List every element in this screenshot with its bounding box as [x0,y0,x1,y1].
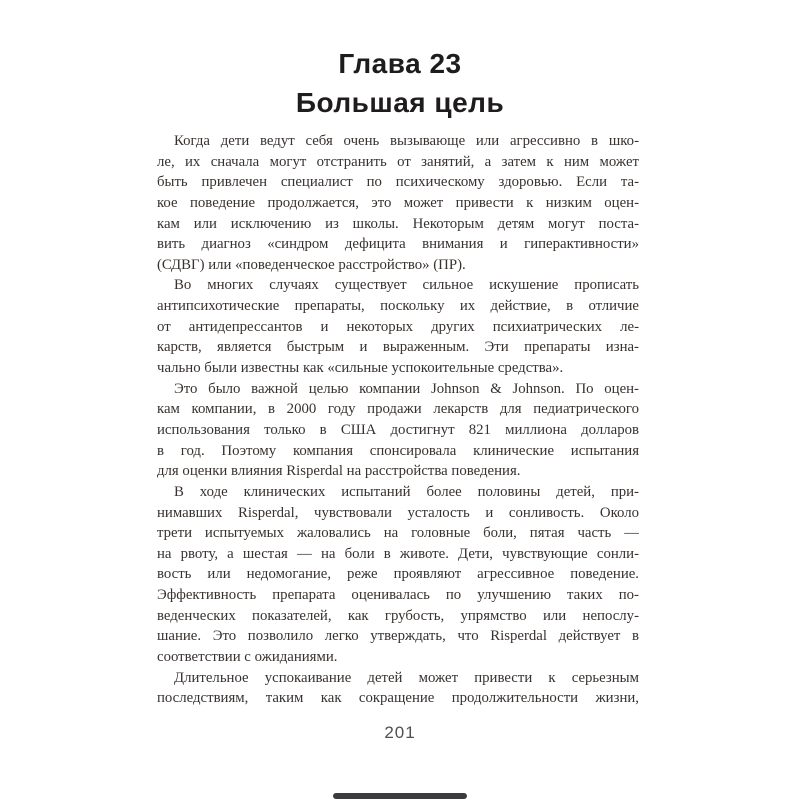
text-line: в год. Поэтому компания спонсировала клинические испытания [157,442,639,459]
text-line: вость или недомогание, реже проявляют агрессивное поведение. [157,566,639,583]
text-line: веденческих показателей, как грубость, упрямство или непослу- [157,607,639,624]
text-line: (СДВГ) или «поведенческое расстройство» (ПР). [157,256,466,273]
text-line: соответствии с ожиданиями. [157,649,338,666]
text-line: Во многих случаях существует сильное искушение прописать [174,277,639,294]
text-line: от антидепрессантов и некоторых других психиатрических ле- [157,318,639,335]
text-line: Эффективность препарата оценивалась по улучшению таких по- [157,587,639,604]
text-line: для оценки влияния Risperdal на расстройства поведения. [157,463,521,480]
chapter-header [0,47,800,120]
text-line: Длительное успокаивание детей может привести к серьезным [174,669,639,686]
text-line: использования только в США достигнут 821 миллиона долларов [157,421,639,438]
text-line: карств, является быстрым и выраженным. Эти препараты изна- [157,339,639,356]
home-indicator-bar [333,793,467,799]
text-line: последствиям, таким как сокращение продолжительности жизни, [157,690,639,707]
text-line: вить диагноз «синдром дефицита внимания и гиперактивности» [157,236,639,253]
chapter-title: Большая цель [295,87,505,118]
chapter-heading: Глава 23 [338,48,462,79]
body-text [157,133,639,711]
text-line: антипсихотические препараты, поскольку их действие, в отличие [157,298,639,315]
page-number: 201 [384,723,416,742]
text-line: кое поведение продолжается, это может привести к низким оцен- [157,194,639,211]
text-line: кам или исключению из школы. Некоторым детям могут поста- [157,215,639,232]
text-line: на рвоту, а шестая — на боли в животе. Дети, чувствующие сонли- [157,545,639,562]
text-line: шание. Это позволило легко утверждать, что Risperdal действует в [157,628,639,645]
text-line: Это было важной целью компании Johnson & Johnson. По оцен- [174,380,639,397]
text-line: трети испытуемых жаловались на головные боли, пятая часть — [157,525,639,542]
text-line: В ходе клинических испытаний более половины детей, при- [174,483,639,500]
text-line: нимавших Risperdal, чувствовали усталость и сонливость. Около [157,504,639,521]
text-line: кам компании, в 2000 году продажи лекарств для педиатрического [157,401,639,418]
text-line: быть привлечен специалист по психическому здоровью. Если та- [157,174,639,191]
text-line: Когда дети ведут себя очень вызывающе или агрессивно в шко- [174,133,639,149]
text-line: чально были известны как «сильные успокоительные средства». [157,360,564,377]
text-line: ле, их сначала могут отстранить от занятий, а затем к ним может [157,153,639,170]
